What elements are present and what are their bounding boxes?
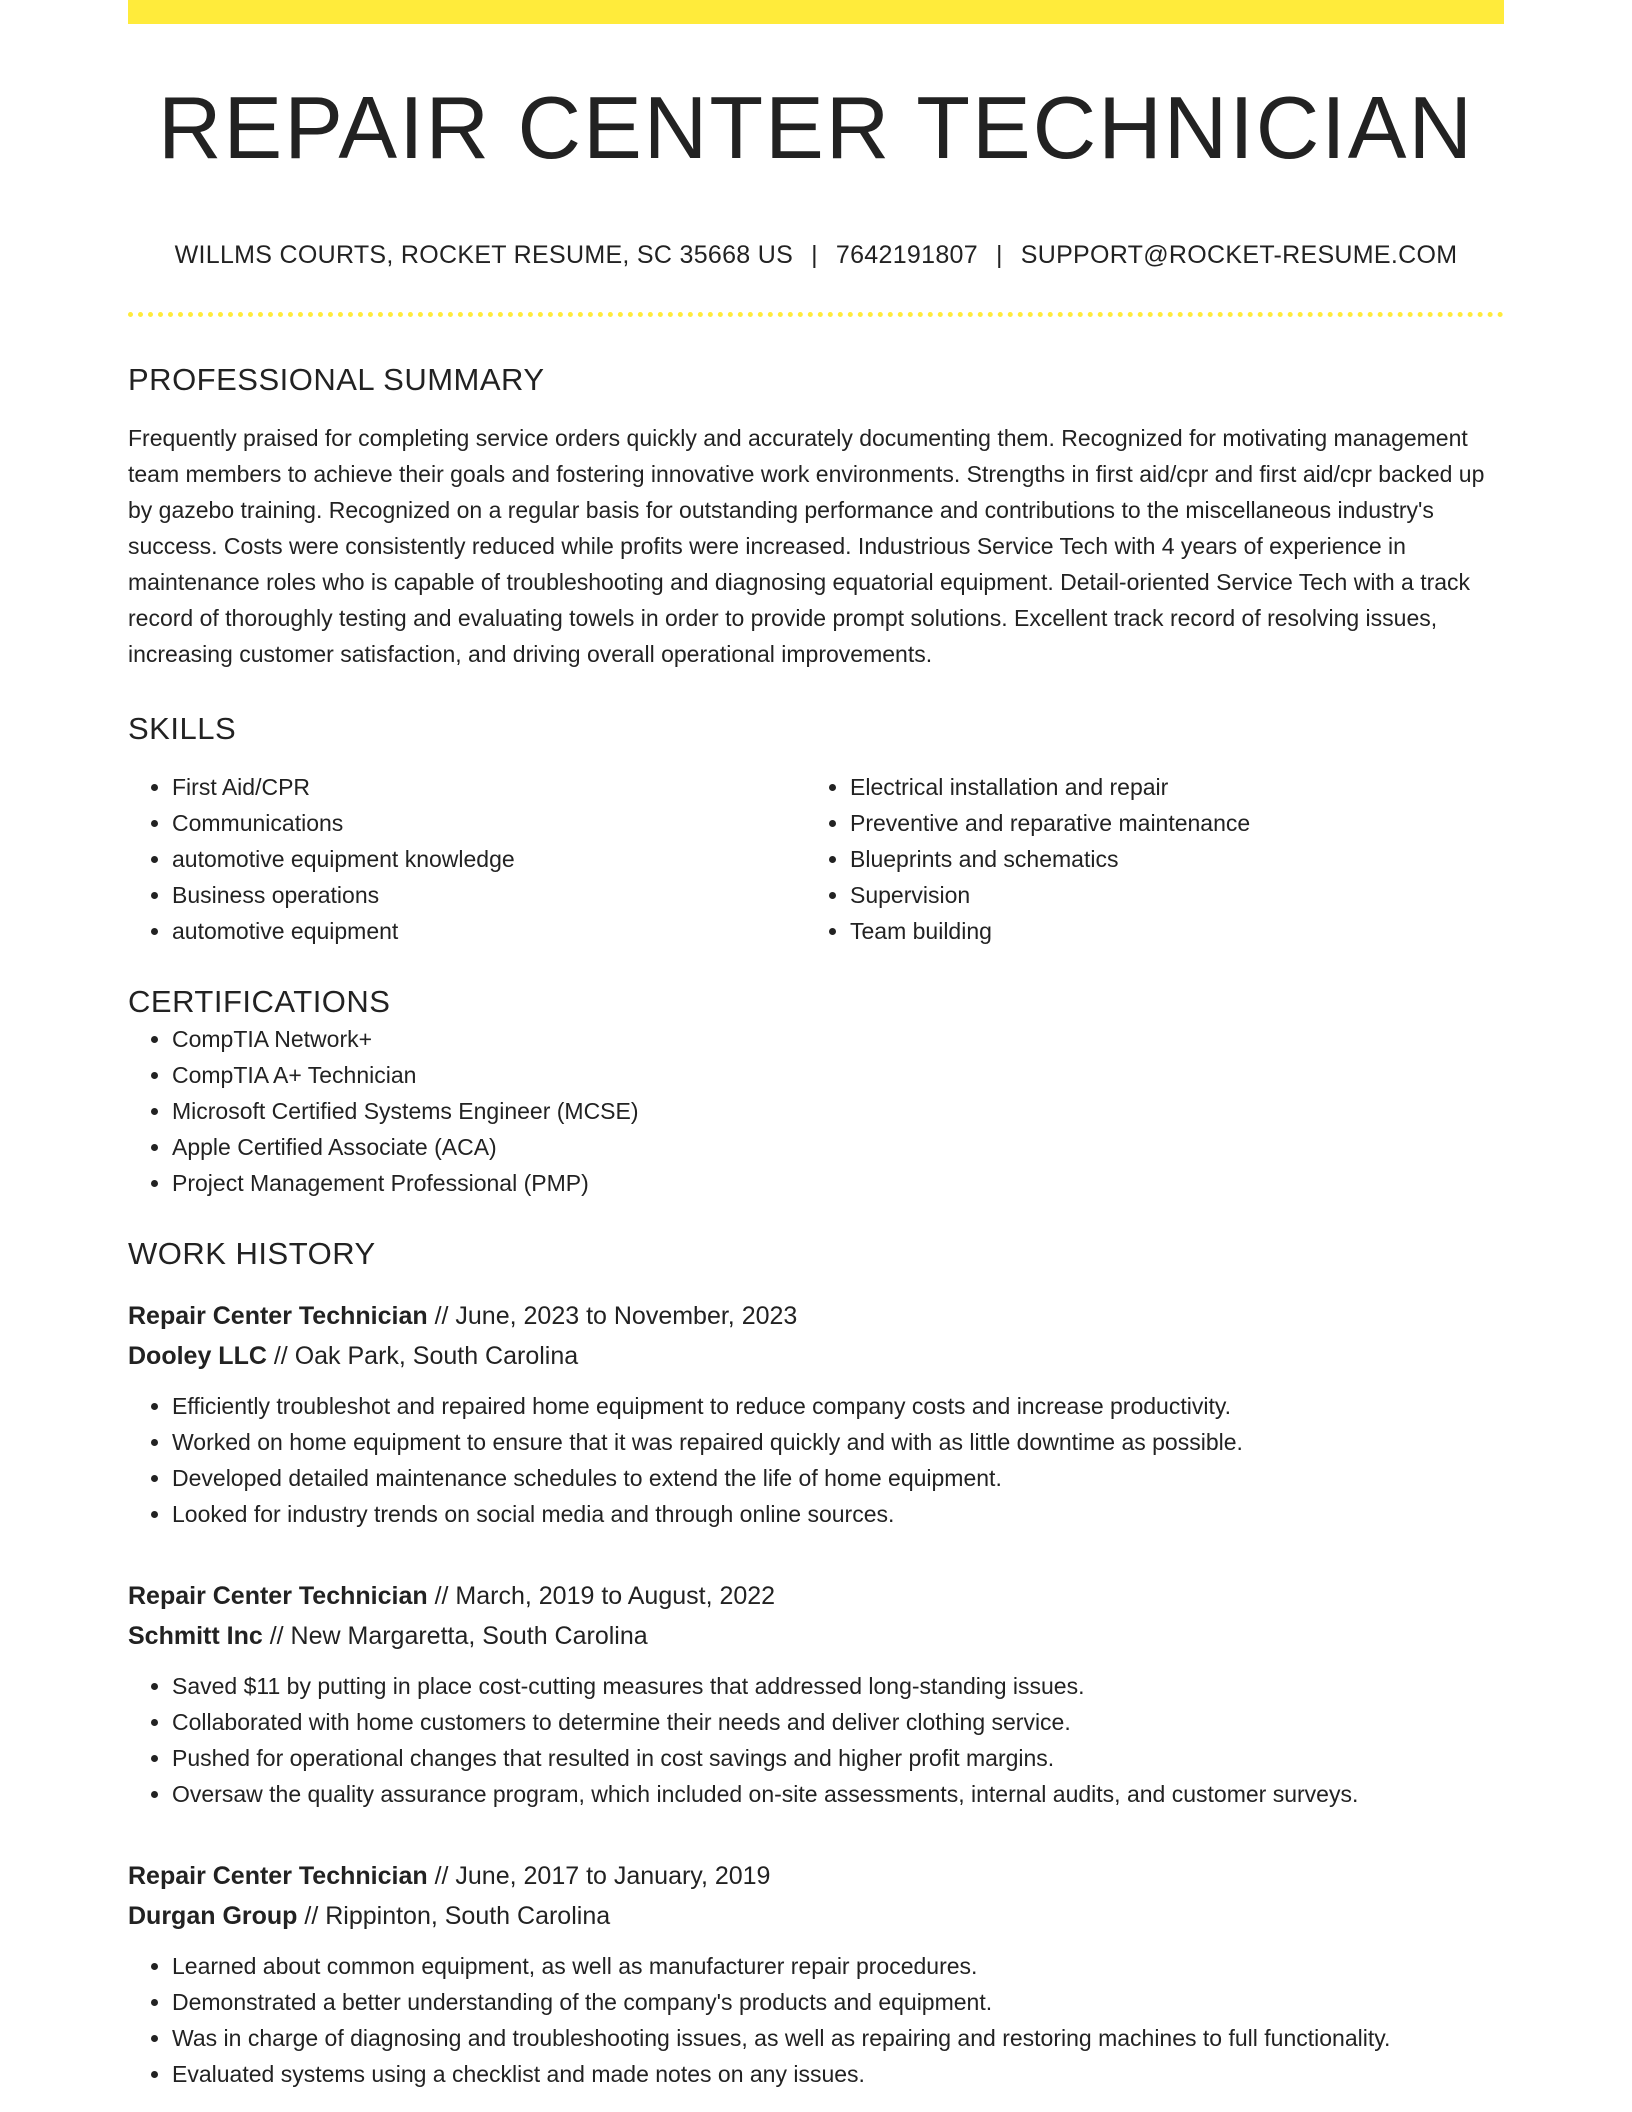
contact-separator: | <box>995 241 1003 269</box>
job-entry <box>128 1856 1504 2092</box>
job-bullet: • Evaluated systems using a checklist and made notes on any issues. <box>172 2056 1504 2092</box>
job-bullet: • Efficiently troubleshot and repaired home equipment to reduce company costs and increase productivity. <box>172 1388 1504 1424</box>
skills-list-right <box>806 769 1484 949</box>
job-bullet: • Collaborated with home customers to determine their needs and deliver clothing service. <box>172 1704 1504 1740</box>
job-location: // New Margaretta, South Carolina <box>262 1621 648 1650</box>
certification-item: • Apple Certified Associate (ACA) <box>172 1129 1504 1165</box>
job-bullet: • Learned about common equipment, as well as manufacturer repair procedures. <box>172 1948 1504 1984</box>
contact-separator: | <box>811 241 818 269</box>
resume-page <box>128 0 1504 2092</box>
job-dates: // June, 2017 to January, 2019 <box>427 1861 771 1890</box>
job-title-line <box>128 1576 1504 1616</box>
job-company: Schmitt Inc <box>128 1621 263 1650</box>
job-bullets <box>128 1668 1504 1812</box>
certification-item: • CompTIA Network+ <box>172 1021 1504 1057</box>
certification-item: • Microsoft Certified Systems Engineer (MCSE) <box>172 1093 1504 1129</box>
job-bullet: • Developed detailed maintenance schedules to extend the life of home equipment. <box>172 1460 1504 1496</box>
job-company-line <box>128 1616 1504 1656</box>
job-bullets <box>128 1948 1504 2092</box>
job-bullet: • Was in charge of diagnosing and troubleshooting issues, as well as repairing and restoring machines to full functionality. <box>172 2020 1504 2056</box>
resume-name: REPAIR CENTER TECHNICIAN <box>157 78 1474 177</box>
contact-phone: 7642191807 <box>835 241 978 269</box>
dotted-divider <box>128 312 1504 317</box>
job-bullet: • Oversaw the quality assurance program, which included on-site assessments, internal audits, and customer surveys. <box>172 1776 1504 1812</box>
skill-item: • automotive equipment knowledge <box>172 841 806 877</box>
job-role: Repair Center Technician <box>128 1581 428 1610</box>
job-role: Repair Center Technician <box>128 1861 428 1890</box>
job-company: Dooley LLC <box>128 1341 267 1370</box>
job-location: // Oak Park, South Carolina <box>266 1341 579 1370</box>
job-dates: // March, 2019 to August, 2022 <box>427 1581 776 1610</box>
skills-list-left <box>128 769 806 949</box>
contact-address: WILLMS COURTS, ROCKET RESUME, SC 35668 US <box>174 241 794 269</box>
job-company-line <box>128 1896 1504 1936</box>
job-company: Durgan Group <box>128 1901 298 1930</box>
skills-grid <box>128 769 1504 949</box>
job-dates: // June, 2023 to November, 2023 <box>427 1301 798 1330</box>
certifications-list <box>128 1021 1504 1201</box>
skill-item: • Business operations <box>172 877 806 913</box>
job-bullet: • Demonstrated a better understanding of the company's products and equipment. <box>172 1984 1504 2020</box>
job-location: // Rippinton, South Carolina <box>297 1901 611 1930</box>
job-role: Repair Center Technician <box>128 1301 428 1330</box>
contact-line <box>128 241 1504 270</box>
skill-item: • Supervision <box>850 877 1484 913</box>
skill-item: • Team building <box>850 913 1484 949</box>
certifications-heading: CERTIFICATIONS <box>128 984 391 1020</box>
contact-email: SUPPORT@ROCKET-RESUME.COM <box>1020 241 1458 269</box>
skill-item: • automotive equipment <box>172 913 806 949</box>
job-bullet: • Pushed for operational changes that resulted in cost savings and higher profit margins. <box>172 1740 1504 1776</box>
job-entry <box>128 1296 1504 1532</box>
skill-item: • Preventive and reparative maintenance <box>850 805 1484 841</box>
job-bullets <box>128 1388 1504 1532</box>
job-company-line <box>128 1336 1504 1376</box>
skills-heading: SKILLS <box>128 711 237 747</box>
work-history-heading: WORK HISTORY <box>128 1235 376 1271</box>
skill-item: • Communications <box>172 805 806 841</box>
summary-heading: PROFESSIONAL SUMMARY <box>128 362 545 397</box>
job-title-line <box>128 1856 1504 1896</box>
skill-item: • Blueprints and schematics <box>850 841 1484 877</box>
summary-paragraph: Frequently praised for completing service orders quickly and accurately documenting them. Recognized for motivating management team members to achieve their goals and fostering innovative work environments. Strengths in first aid/cpr and first aid/cpr backed up by gazebo training. Recognized on a regular basis for outstanding performance and contributions to the miscellaneous industry's success. Costs were consistently reduced while profits were increased. Industrious Service Tech with 4 years of experience in maintenance roles who is capable of troubleshooting and diagnosing equatorial equipment. Detail-oriented Service Tech with a track record of thoroughly testing and evaluating towels in order to provide prompt solutions. Excellent track record of resolving issues, increasing customer satisfaction, and driving overall operational improvements. <box>128 425 1485 668</box>
job-title-line <box>128 1296 1504 1336</box>
certification-item: • Project Management Professional (PMP) <box>172 1165 1504 1201</box>
accent-bar <box>128 0 1504 24</box>
job-bullet: • Looked for industry trends on social media and through online sources. <box>172 1496 1504 1532</box>
job-bullet: • Worked on home equipment to ensure that it was repaired quickly and with as little downtime as possible. <box>172 1424 1504 1460</box>
job-entry <box>128 1576 1504 1812</box>
skill-item: • First Aid/CPR <box>172 769 806 805</box>
job-bullet: • Saved $11 by putting in place cost-cutting measures that addressed long-standing issues. <box>172 1668 1504 1704</box>
certification-item: • CompTIA A+ Technician <box>172 1057 1504 1093</box>
skill-item: • Electrical installation and repair <box>850 769 1484 805</box>
